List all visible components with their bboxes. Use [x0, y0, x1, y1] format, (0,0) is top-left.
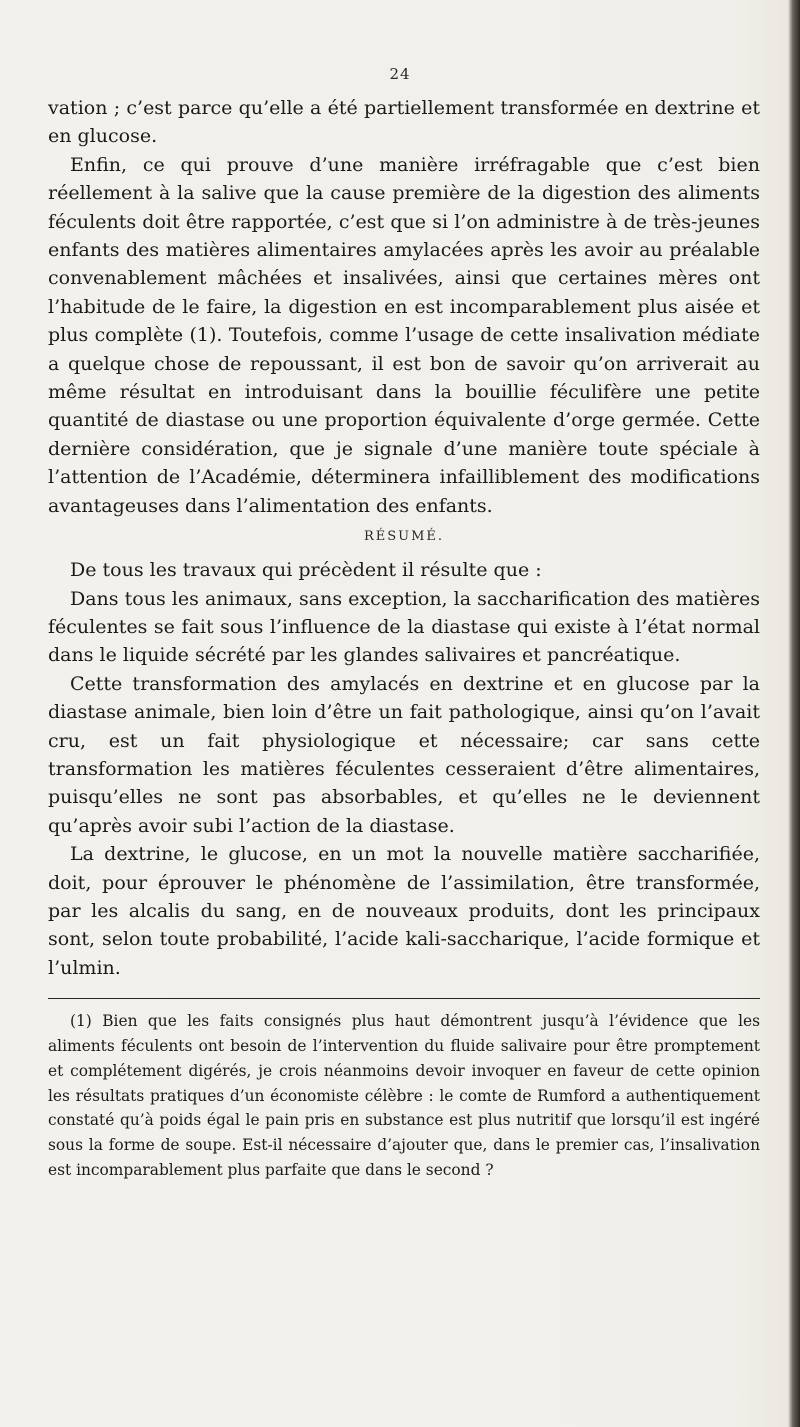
- paragraph-dextrine: La dextrine, le glucose, en un mot la nouvelle matière saccharifiée, doit, pour éprouver le phénomène de l’assimilation, être transformée, par les alcalis du sang, en de nouveaux produits, dont les principaux sont, selon toute probabilité, l’acide kali-saccharique, l’acide formique et l’ulmin.: [48, 843, 760, 979]
- paragraph-transformation: Cette transformation des amylacés en dextrine et en glucose par la diastase animale, bien loin d’être un fait pathologique, ainsi qu’on l’avait cru, est un fait physiologique et nécessaire; car sans cette transformation les matières féculentes cesseraient d’être alimentaires, puisqu’elles ne sont pas absorbables, et qu’elles ne le deviennent qu’après avoir subi l’action de la diastase.: [48, 672, 760, 837]
- page-edge-shadow: [788, 0, 800, 1427]
- paragraph-insalivation: Enfin, ce qui prouve d’une manière irréfragable que c’est bien réellement à la salive que la cause première de la digestion des aliments féculents doit être rapportée, c’est que si l’on administre à de très-jeunes enfants des matières alimentaires amylacées après les avoir au préalable convenablement mâchées et insalivées, ainsi que certaines mères ont l’habitude de le faire, la digestion en est incomparablement plus aisée et plus complète (1). Toutefois, comme l’usage de cette insalivation médiate a quelque chose de repoussant, il est bon de savoir qu’on arriverait au même résultat en introduisant dans la bouillie féculifère une petite quantité de diastase ou une proportion équivalente d’orge germée. Cette dernière considération, que je signale d’une manière toute spéciale à l’attention de l’Académie, déterminera infailliblement des modifications avantageuses dans l’alimentation des enfants.: [48, 153, 760, 517]
- paragraph-intro-summary: De tous les travaux qui précèdent il résulte que :: [70, 559, 542, 582]
- paragraph-continuation: vation ; c’est parce qu’elle a été partiellement transformée en dextrine et en glucose.: [48, 97, 760, 148]
- section-heading-resume: RÉSUMÉ.: [363, 529, 445, 545]
- main-body: [48, 94, 760, 1183]
- page-number: 24: [389, 65, 411, 83]
- footnote: (1) Bien que les faits consignés plus haut démontrent jusqu’à l’évidence que les aliments féculents ont besoin de l’intervention du fluide salivaire pour être promptement et complétement digérés, je crois néanmoins devoir invoquer en faveur de cette opinion les résultats pratiques d’un économiste célèbre : le comte de Rumford a authentiquement constaté qu’à poids égal le pain pris en substance est plus nutritif que lorsqu’il est ingéré sous la forme de soupe. Est-il nécessaire d’ajouter que, dans le premier cas, l’insalivation est incomparablement plus parfaite que dans le second ?: [48, 1012, 760, 1179]
- footnote-divider: [48, 998, 760, 999]
- paragraph-saccharification: Dans tous les animaux, sans exception, la saccharification des matières féculentes se fait sous l’influence de la diastase qui existe à l’état normal dans le liquide sécrété par les glandes salivaires et pancréatique.: [48, 587, 760, 667]
